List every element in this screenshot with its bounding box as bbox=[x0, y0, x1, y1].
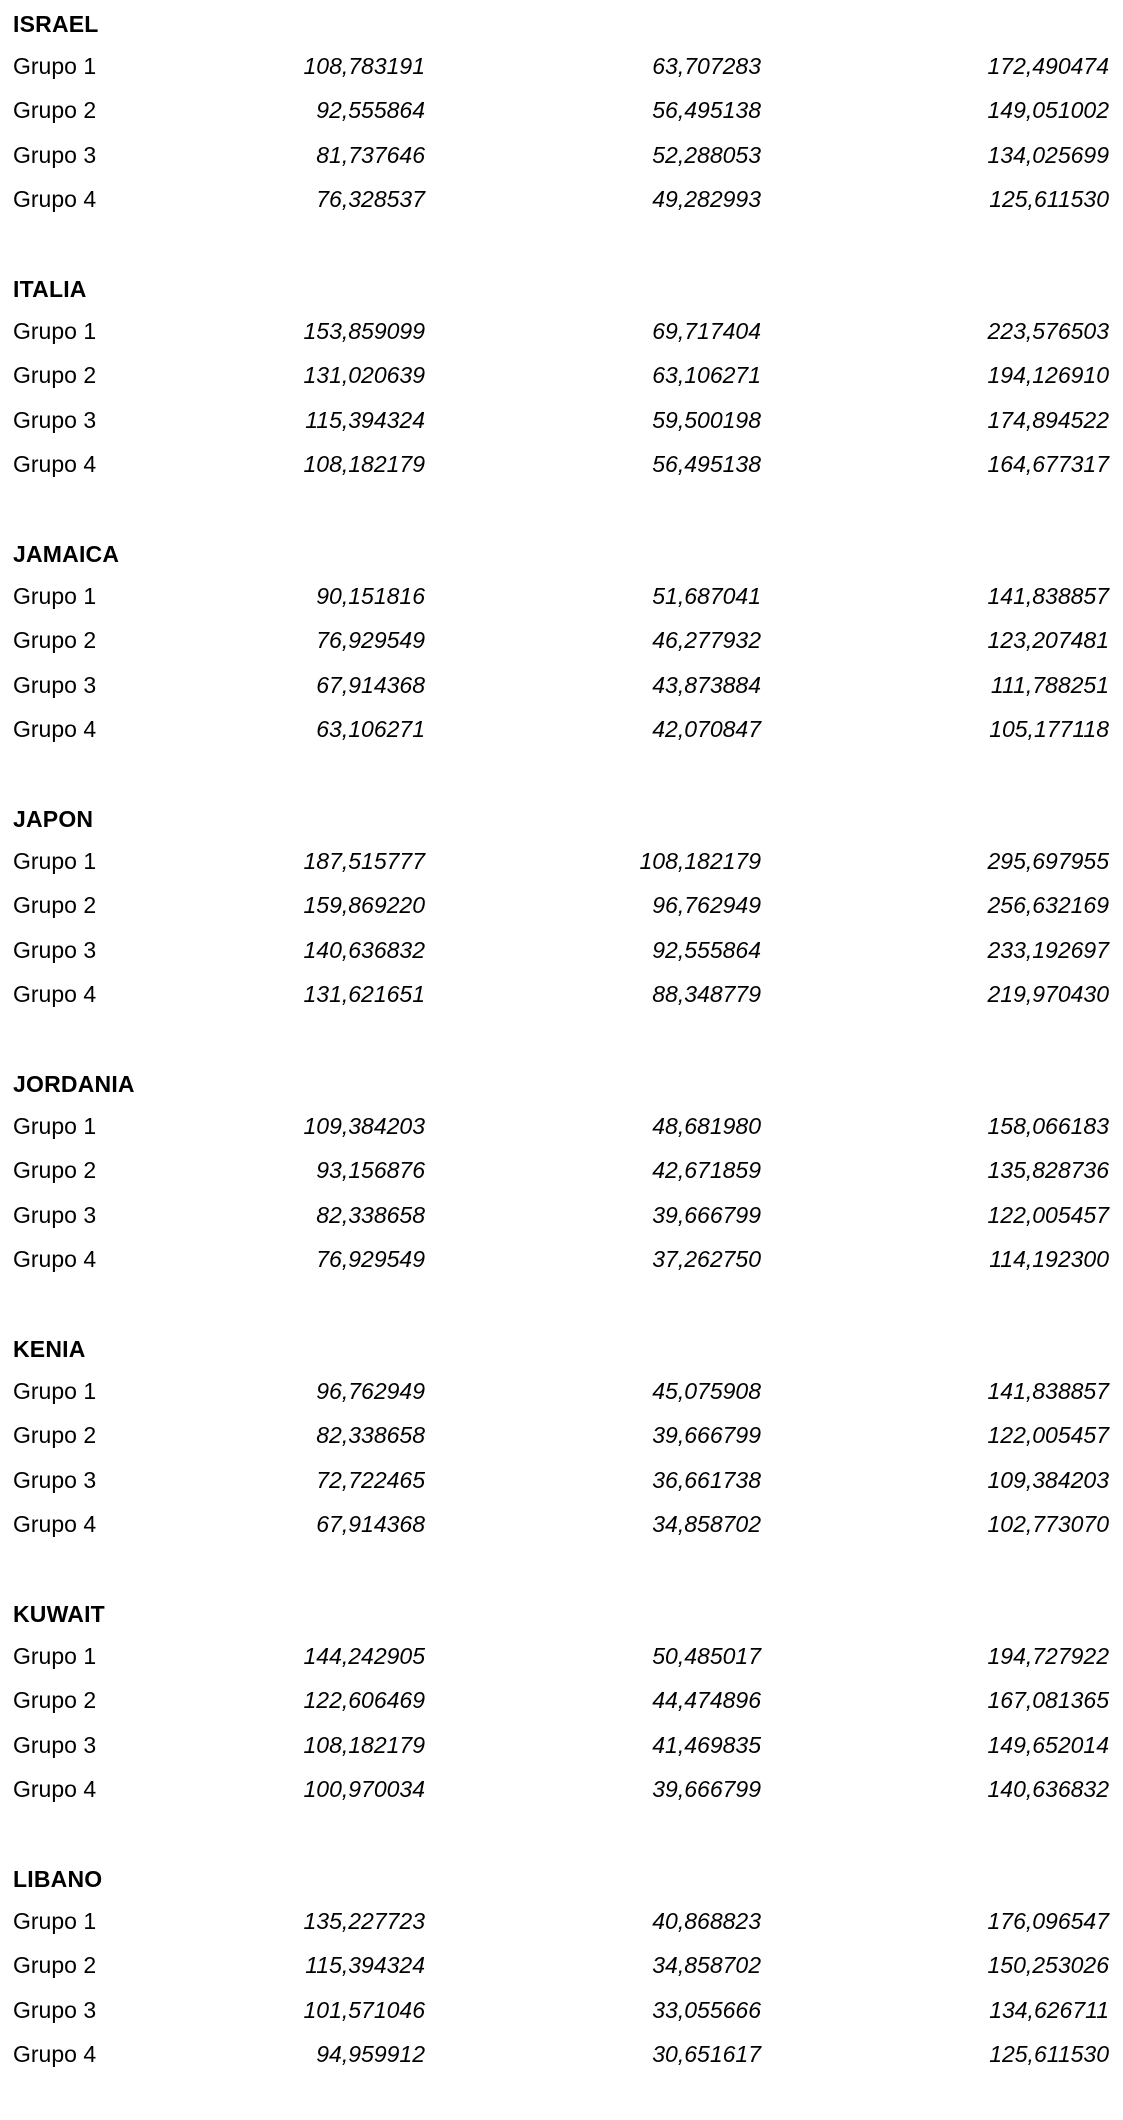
value-cell: 149,652014 bbox=[987, 1732, 1109, 1758]
value-cell: 115,394324 bbox=[305, 1952, 425, 1978]
value-cell: 76,328537 bbox=[316, 186, 425, 212]
value-cell: 108,783191 bbox=[303, 53, 425, 79]
group-label: Grupo 1 bbox=[13, 583, 97, 609]
group-label: Grupo 4 bbox=[13, 981, 97, 1007]
group-label: Grupo 1 bbox=[13, 1643, 97, 1669]
table-row bbox=[0, 1148, 1123, 1192]
group-label: Grupo 2 bbox=[13, 97, 97, 123]
value-cell: 90,151816 bbox=[316, 583, 425, 609]
value-cell: 164,677317 bbox=[987, 451, 1109, 477]
group-label: Grupo 4 bbox=[13, 451, 97, 477]
table-row bbox=[0, 707, 1123, 751]
value-cell: 67,914368 bbox=[316, 1511, 425, 1537]
value-cell: 158,066183 bbox=[987, 1113, 1109, 1139]
group-label: Grupo 2 bbox=[13, 1952, 97, 1978]
table-row bbox=[0, 1104, 1123, 1148]
table-row bbox=[0, 574, 1123, 618]
group-label: Grupo 2 bbox=[13, 1157, 97, 1183]
country-section bbox=[0, 530, 1123, 795]
group-label: Grupo 1 bbox=[13, 848, 97, 874]
value-cell: 101,571046 bbox=[303, 1997, 425, 2023]
table-row bbox=[0, 398, 1123, 442]
group-label: Grupo 1 bbox=[13, 1378, 97, 1404]
value-cell: 109,384203 bbox=[987, 1467, 1109, 1493]
value-cell: 42,070847 bbox=[652, 716, 761, 742]
value-cell: 44,474896 bbox=[652, 1687, 761, 1713]
group-label: Grupo 4 bbox=[13, 716, 97, 742]
value-cell: 114,192300 bbox=[989, 1246, 1109, 1272]
value-cell: 135,227723 bbox=[303, 1908, 425, 1934]
table-row bbox=[0, 88, 1123, 132]
value-cell: 48,681980 bbox=[652, 1113, 761, 1139]
table-row bbox=[0, 442, 1123, 486]
table-row bbox=[0, 1369, 1123, 1413]
value-cell: 45,075908 bbox=[652, 1378, 761, 1404]
table-row bbox=[0, 133, 1123, 177]
value-cell: 40,868823 bbox=[652, 1908, 761, 1934]
value-cell: 108,182179 bbox=[639, 848, 761, 874]
value-cell: 122,005457 bbox=[987, 1422, 1109, 1448]
value-cell: 194,727922 bbox=[987, 1643, 1109, 1669]
value-cell: 159,869220 bbox=[303, 892, 425, 918]
table-row bbox=[0, 1943, 1123, 1987]
value-cell: 33,055666 bbox=[652, 1997, 761, 2023]
value-cell: 92,555864 bbox=[652, 937, 761, 963]
value-cell: 93,156876 bbox=[316, 1157, 425, 1183]
group-label: Grupo 4 bbox=[13, 1511, 97, 1537]
value-cell: 256,632169 bbox=[987, 892, 1109, 918]
value-cell: 39,666799 bbox=[652, 1422, 761, 1448]
country-section bbox=[0, 795, 1123, 1060]
value-cell: 111,788251 bbox=[990, 672, 1109, 698]
table-row bbox=[0, 1767, 1123, 1811]
value-cell: 194,126910 bbox=[987, 362, 1109, 388]
value-cell: 122,606469 bbox=[303, 1687, 425, 1713]
group-label: Grupo 4 bbox=[13, 1246, 97, 1272]
value-cell: 56,495138 bbox=[652, 97, 761, 123]
value-cell: 125,611530 bbox=[989, 2041, 1109, 2067]
country-section bbox=[0, 1060, 1123, 1325]
country-section bbox=[0, 0, 1123, 265]
table-row bbox=[0, 44, 1123, 88]
country-section bbox=[0, 1325, 1123, 1590]
table-row bbox=[0, 839, 1123, 883]
country-heading: JAPON bbox=[13, 806, 94, 832]
value-cell: 141,838857 bbox=[987, 1378, 1109, 1404]
country-heading: KUWAIT bbox=[13, 1601, 105, 1627]
value-cell: 34,858702 bbox=[652, 1952, 761, 1978]
value-cell: 131,020639 bbox=[303, 362, 425, 388]
group-label: Grupo 3 bbox=[13, 672, 97, 698]
value-cell: 131,621651 bbox=[303, 981, 425, 1007]
value-cell: 41,469835 bbox=[652, 1732, 761, 1758]
value-cell: 46,277932 bbox=[652, 627, 761, 653]
value-cell: 42,671859 bbox=[652, 1157, 761, 1183]
value-cell: 144,242905 bbox=[303, 1643, 425, 1669]
group-label: Grupo 3 bbox=[13, 142, 97, 168]
table-row bbox=[0, 177, 1123, 221]
value-cell: 115,394324 bbox=[305, 407, 425, 433]
value-cell: 94,959912 bbox=[316, 2041, 425, 2067]
value-cell: 43,873884 bbox=[652, 672, 761, 698]
value-cell: 105,177118 bbox=[989, 716, 1109, 742]
value-cell: 59,500198 bbox=[652, 407, 761, 433]
table-row bbox=[0, 1413, 1123, 1457]
value-cell: 69,717404 bbox=[652, 318, 761, 344]
value-cell: 51,687041 bbox=[652, 583, 761, 609]
table-row bbox=[0, 1988, 1123, 2032]
value-cell: 52,288053 bbox=[652, 142, 761, 168]
country-section bbox=[0, 1590, 1123, 1855]
value-cell: 92,555864 bbox=[316, 97, 425, 123]
value-cell: 102,773070 bbox=[987, 1511, 1109, 1537]
table-row bbox=[0, 1899, 1123, 1943]
table-row bbox=[0, 618, 1123, 662]
table-row bbox=[0, 1193, 1123, 1237]
country-section bbox=[0, 265, 1123, 530]
group-label: Grupo 4 bbox=[13, 186, 97, 212]
value-cell: 63,106271 bbox=[316, 716, 425, 742]
value-cell: 39,666799 bbox=[652, 1776, 761, 1802]
value-cell: 76,929549 bbox=[316, 1246, 425, 1272]
value-cell: 174,894522 bbox=[987, 407, 1109, 433]
value-cell: 34,858702 bbox=[652, 1511, 761, 1537]
group-label: Grupo 4 bbox=[13, 1776, 97, 1802]
group-label: Grupo 3 bbox=[13, 937, 97, 963]
value-cell: 140,636832 bbox=[303, 937, 425, 963]
value-cell: 96,762949 bbox=[652, 892, 761, 918]
value-cell: 140,636832 bbox=[987, 1776, 1109, 1802]
table-row bbox=[0, 1634, 1123, 1678]
group-label: Grupo 1 bbox=[13, 318, 97, 344]
value-cell: 141,838857 bbox=[987, 583, 1109, 609]
table-row bbox=[0, 353, 1123, 397]
country-heading: LIBANO bbox=[13, 1866, 103, 1892]
value-cell: 72,722465 bbox=[316, 1467, 425, 1493]
value-cell: 88,348779 bbox=[652, 981, 761, 1007]
value-cell: 109,384203 bbox=[303, 1113, 425, 1139]
country-heading: KENIA bbox=[13, 1336, 86, 1362]
group-label: Grupo 2 bbox=[13, 362, 97, 388]
value-cell: 82,338658 bbox=[316, 1422, 425, 1448]
value-cell: 295,697955 bbox=[987, 848, 1109, 874]
value-cell: 150,253026 bbox=[987, 1952, 1109, 1978]
value-cell: 56,495138 bbox=[652, 451, 761, 477]
value-cell: 122,005457 bbox=[987, 1202, 1109, 1228]
group-label: Grupo 2 bbox=[13, 892, 97, 918]
group-label: Grupo 3 bbox=[13, 407, 97, 433]
value-cell: 67,914368 bbox=[316, 672, 425, 698]
group-label: Grupo 3 bbox=[13, 1467, 97, 1493]
value-cell: 39,666799 bbox=[652, 1202, 761, 1228]
group-label: Grupo 3 bbox=[13, 1732, 97, 1758]
value-cell: 81,737646 bbox=[316, 142, 425, 168]
value-cell: 30,651617 bbox=[652, 2041, 761, 2067]
value-cell: 63,707283 bbox=[652, 53, 761, 79]
value-cell: 123,207481 bbox=[987, 627, 1109, 653]
value-cell: 96,762949 bbox=[316, 1378, 425, 1404]
value-cell: 108,182179 bbox=[303, 1732, 425, 1758]
country-heading: JORDANIA bbox=[13, 1071, 135, 1097]
table-row bbox=[0, 2032, 1123, 2076]
table-row bbox=[0, 309, 1123, 353]
value-cell: 49,282993 bbox=[652, 186, 761, 212]
value-cell: 36,661738 bbox=[652, 1467, 761, 1493]
value-cell: 223,576503 bbox=[987, 318, 1109, 344]
table-row bbox=[0, 663, 1123, 707]
group-label: Grupo 3 bbox=[13, 1202, 97, 1228]
country-heading: ITALIA bbox=[13, 276, 87, 302]
group-label: Grupo 2 bbox=[13, 1687, 97, 1713]
value-cell: 125,611530 bbox=[989, 186, 1109, 212]
value-cell: 63,106271 bbox=[652, 362, 761, 388]
group-label: Grupo 2 bbox=[13, 627, 97, 653]
value-cell: 219,970430 bbox=[987, 981, 1109, 1007]
value-cell: 167,081365 bbox=[987, 1687, 1109, 1713]
value-cell: 149,051002 bbox=[987, 97, 1109, 123]
value-cell: 37,262750 bbox=[652, 1246, 761, 1272]
value-cell: 108,182179 bbox=[303, 451, 425, 477]
value-cell: 50,485017 bbox=[652, 1643, 761, 1669]
value-cell: 82,338658 bbox=[316, 1202, 425, 1228]
value-cell: 187,515777 bbox=[303, 848, 425, 874]
value-cell: 134,626711 bbox=[989, 1997, 1109, 2023]
table-row bbox=[0, 1458, 1123, 1502]
group-label: Grupo 1 bbox=[13, 1113, 97, 1139]
group-label: Grupo 1 bbox=[13, 1908, 97, 1934]
country-heading: JAMAICA bbox=[13, 541, 120, 567]
value-cell: 76,929549 bbox=[316, 627, 425, 653]
value-cell: 233,192697 bbox=[987, 937, 1109, 963]
value-cell: 153,859099 bbox=[303, 318, 425, 344]
group-label: Grupo 1 bbox=[13, 53, 97, 79]
table-row bbox=[0, 1723, 1123, 1767]
group-label: Grupo 2 bbox=[13, 1422, 97, 1448]
value-cell: 176,096547 bbox=[987, 1908, 1109, 1934]
group-label: Grupo 4 bbox=[13, 2041, 97, 2067]
table-row bbox=[0, 1678, 1123, 1722]
table-row bbox=[0, 972, 1123, 1016]
country-section bbox=[0, 1855, 1123, 2120]
value-cell: 135,828736 bbox=[987, 1157, 1109, 1183]
table-row bbox=[0, 1237, 1123, 1281]
table-row bbox=[0, 928, 1123, 972]
value-cell: 134,025699 bbox=[987, 142, 1109, 168]
table-row bbox=[0, 883, 1123, 927]
value-cell: 172,490474 bbox=[987, 53, 1109, 79]
table-row bbox=[0, 1502, 1123, 1546]
country-heading: ISRAEL bbox=[13, 11, 99, 37]
value-cell: 100,970034 bbox=[303, 1776, 425, 1802]
group-label: Grupo 3 bbox=[13, 1997, 97, 2023]
